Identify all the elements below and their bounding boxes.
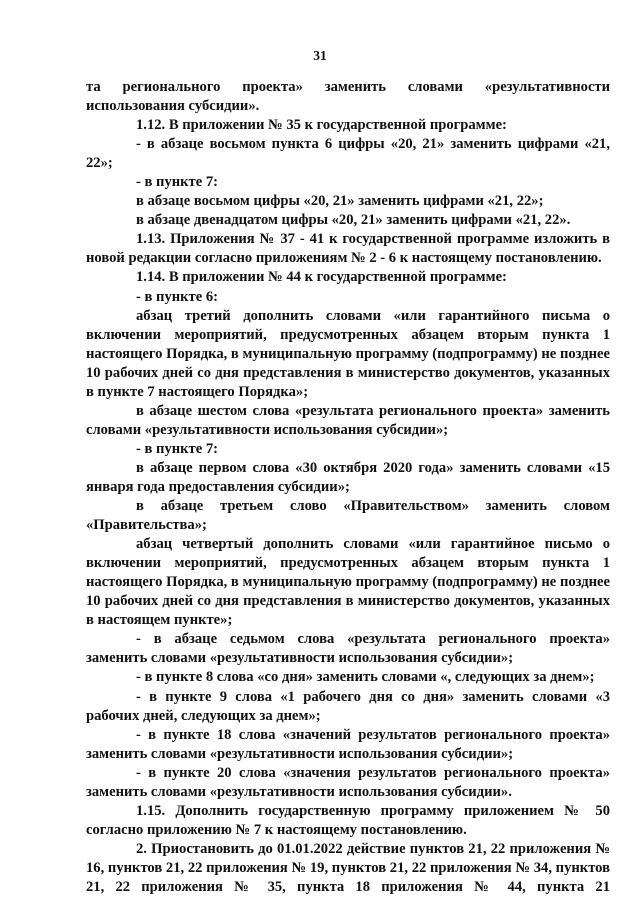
paragraph: - в абзаце седьмом слова «результата регионального проекта» заменить словами «результативности использования субсидии»; — [86, 631, 610, 667]
paragraph: в абзаце третьем слово «Правительством» заменить словом «Правительства»; — [86, 498, 610, 534]
document-body — [86, 78, 610, 897]
paragraph: в абзаце восьмом цифры «20, 21» заменить цифрами «21, 22»; — [136, 193, 544, 210]
paragraph: 1.15. Дополнить государственную программу приложением № 50 согласно приложению № 7 к настоящему постановлению. — [86, 802, 610, 838]
paragraph: в абзаце первом слова «30 октября 2020 года» заменить словами «15 января года предоставления субсидии»; — [86, 459, 610, 495]
paragraph: - в пункте 7: — [136, 440, 219, 457]
paragraph: - в абзаце восьмом пункта 6 цифры «20, 21» заменить цифрами «21, 22»; — [86, 136, 610, 172]
paragraph: в абзаце шестом слова «результата регионального проекта» заменить словами «результативности использования субсидии»; — [86, 402, 610, 438]
paragraph-continues: 2. Приостановить до 01.01.2022 действие пунктов 21, 22 приложения № 16, пунктов 21, 22 приложения № 19, пунктов 21, 22 приложения № 34, пунктов 21, 22 приложения № 35, пункта 18 приложения № 44, пункта 21 — [86, 840, 610, 895]
paragraph: 1.12. В приложении № 35 к государственной программе: — [136, 117, 507, 134]
paragraph: в абзаце двенадцатом цифры «20, 21» заменить цифрами «21, 22». — [136, 212, 571, 229]
paragraph: - в пункте 6: — [136, 288, 219, 305]
paragraph: абзац четвертый дополнить словами «или гарантийное письмо о включении мероприятий, предусмотренных абзацем вторым пункта 1 настоящего Порядка, в муниципальную программу (подпрограмму) не позднее 10 рабочих дней со дня представления в министерство документов, указанных в настоящем пункте»; — [86, 536, 610, 629]
paragraph: абзац третий дополнить словами «или гарантийного письма о включении мероприятий, предусмотренных абзацем вторым пункта 1 настоящего Порядка, в муниципальную программу (подпрограмму) не позднее 10 рабочих дней со дня представления в министерство документов, указанных в пункте 7 настоящего Порядка»; — [86, 307, 610, 400]
paragraph: - в пункте 7: — [136, 174, 219, 191]
paragraph: 1.14. В приложении № 44 к государственной программе: — [136, 269, 507, 286]
paragraph: - в пункте 20 слова «значения результатов регионального проекта» заменить словами «результативности использования субсидии». — [86, 764, 610, 800]
page-number: 31 — [313, 48, 327, 63]
paragraph: - в пункте 18 слова «значений результатов регионального проекта» заменить словами «результативности использования субсидии»; — [86, 726, 610, 762]
paragraph: та регионального проекта» заменить словами «результативности использования субсидии». — [86, 79, 610, 115]
paragraph: 1.13. Приложения № 37 - 41 к государственной программе изложить в новой редакции согласно приложениям № 2 - 6 к настоящему постановлению. — [86, 231, 610, 267]
paragraph: - в пункте 8 слова «со дня» заменить словами «, следующих за днем»; — [136, 669, 595, 686]
paragraph: - в пункте 9 слова «1 рабочего дня со дня» заменить словами «3 рабочих дней, следующих за днем»; — [86, 688, 610, 724]
